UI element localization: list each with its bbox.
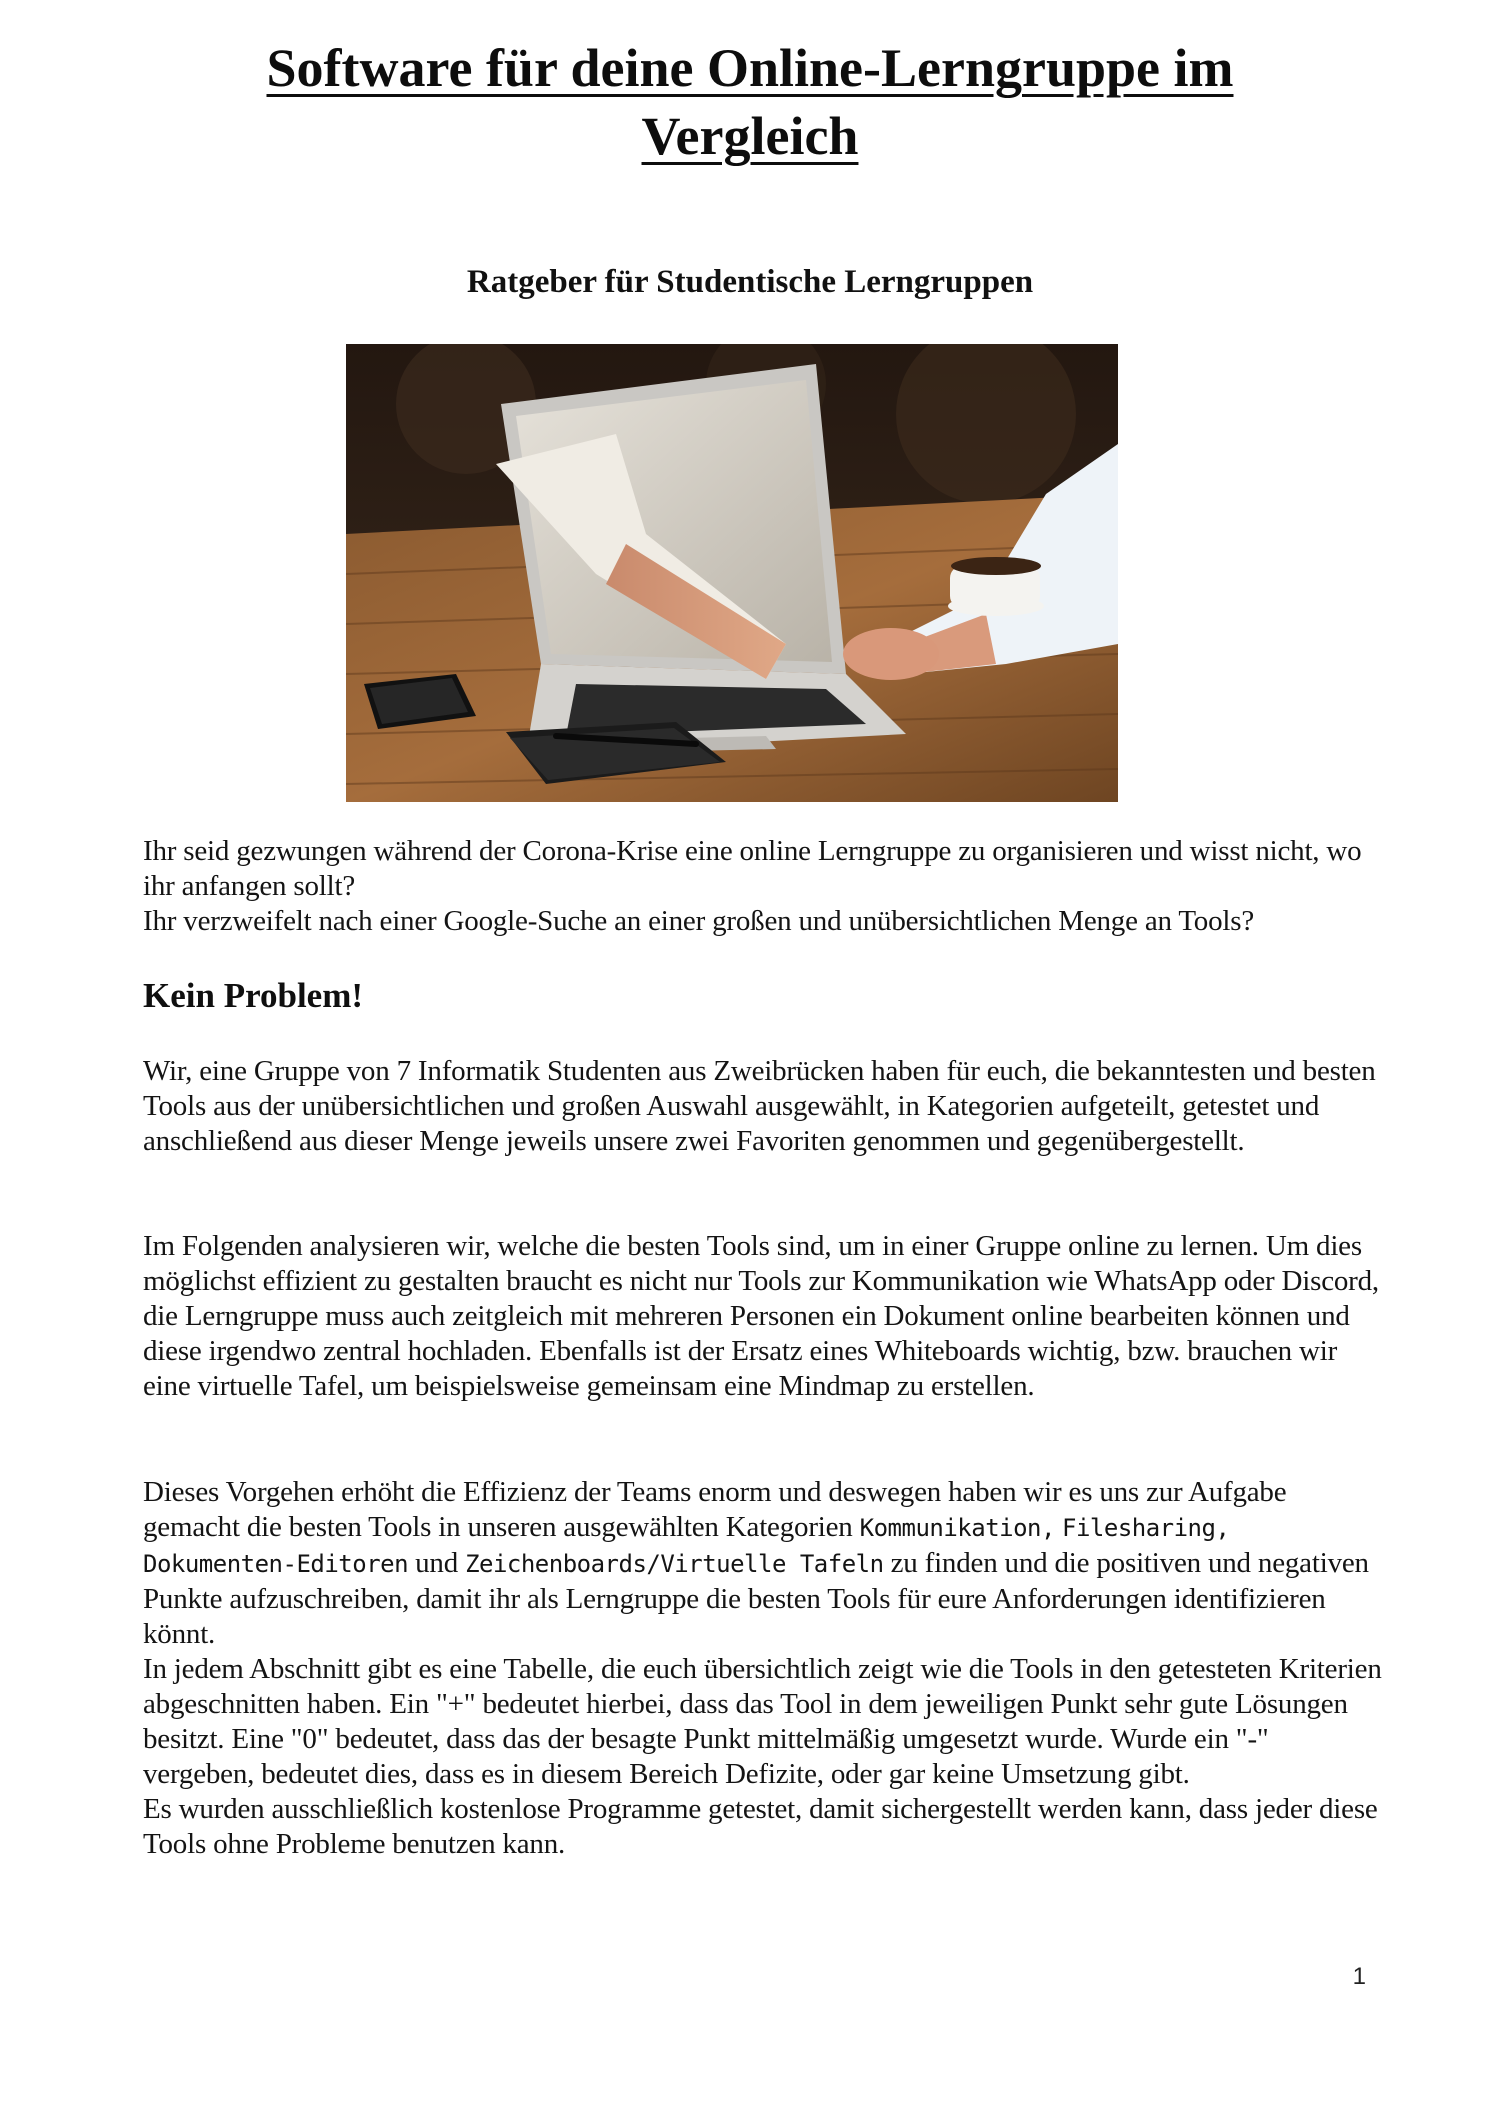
paragraph-analysis: Im Folgenden analysieren wir, welche die besten Tools sind, um in einer Gruppe online zu lernen. Um dies möglichst effizient zu gestalten braucht es nicht nur Tools zur Kommunikation wie WhatsApp oder Discord, die Lerngruppe muss auch zeitgleich mit mehreren Personen ein Dokument online bearbeiten können und diese irgendwo zentral hochladen. Ebenfalls ist der Ersatz eines Whiteboards wichtig, bzw. brauchen wir eine virtuelle Tafel, um beispielsweise gemeinsam eine Mindmap zu erstellen.: [143, 1230, 1379, 1402]
category-filesharing: Filesharing,: [1062, 1514, 1230, 1542]
hero-image: [346, 344, 1118, 802]
method-text-start: Dieses Vorgehen erhöht die Effizienz der Teams enorm und deswegen haben wir es uns zur Aufgabe gemacht die besten Tools in unseren ausgewählten Kategorien: [143, 1476, 1287, 1543]
handshake: [843, 628, 939, 680]
category-kommunikation: Kommunikation,: [859, 1514, 1055, 1542]
paragraph-students: Wir, eine Gruppe von 7 Informatik Studenten aus Zweibrücken haben für euch, die bekanntesten und besten Tools aus der unübersichtlichen und großen Auswahl ausgewählt, in Kategorien aufgeteilt, getestet und anschließend aus dieser Menge jeweils unsere zwei Favoriten genommen und gegenübergestellt.: [143, 1055, 1376, 1157]
intro-paragraph: [143, 834, 1383, 939]
free-tools-note: Es wurden ausschließlich kostenlose Programme getestet, damit sichergestellt werden kann, dass jeder diese Tools ohne Probleme benutzen kann.: [143, 1793, 1378, 1860]
document-title: Software für deine Online-Lerngruppe im Vergleich: [266, 38, 1234, 166]
category-zeichenboards: Zeichenboards/Virtuelle Tafeln: [465, 1550, 884, 1578]
table-explanation: In jedem Abschnitt gibt es eine Tabelle, die euch übersichtlich zeigt wie die Tools in den getesteten Kriterien abgeschnitten haben. Ein "+" bedeutet hierbei, dass das Tool in dem jeweiligen Punkt sehr gute Lösungen besitzt. Eine "0" bedeutet, dass das der besagte Punkt mittelmäßig umgesetzt wurde. Wurde ein "-" vergeben, bedeutet dies, dass es in diesem Bereich Defizite, oder gar keine Umsetzung gibt.: [143, 1653, 1382, 1790]
method-text-end: zu finden und die positiven und negativen Punkte aufzuschreiben, damit ihr als Lerngruppe die besten Tools für eure Anforderungen identifizieren könnt.: [143, 1547, 1369, 1650]
category-dokumenten-editoren: Dokumenten-Editoren: [143, 1550, 409, 1578]
document-subtitle: Ratgeber für Studentische Lerngruppen: [466, 264, 1034, 300]
coffee-cup: [948, 557, 1044, 616]
intro-line-2: Ihr verzweifelt nach einer Google-Suche an einer großen und unübersichtlichen Menge an Tools?: [143, 905, 1255, 937]
page-number: 1: [1352, 1963, 1366, 1990]
intro-line-1: Ihr seid gezwungen während der Corona-Krise eine online Lerngruppe zu organisieren und wisst nicht, wo ihr anfangen sollt?: [143, 835, 1362, 902]
paragraph-method: Dieses Vorgehen erhöht die Effizienz der Teams enorm und deswegen haben wir es uns zur Aufgabe gemacht die besten Tools in unseren ausgewählten Kategorien Kommunikation, Filesharing, Dokumenten-Editoren und Zeichenboards/Virtuelle Tafeln zu finden und die positiven und negativen Punkte aufzuschreiben, damit ihr als Lerngruppe die besten Tools für eure Anforderungen identifizieren könnt. In jedem Abschnitt gibt es eine Tabelle, die euch übersichtlich zeigt wie die Tools in den getesteten Kriterien abgeschnitten haben. Ein "+" bedeutet hierbei, dass das Tool in dem jeweiligen Punkt sehr gute Lösungen besitzt. Eine "0" bedeutet, dass das der besagte Punkt mittelmäßig umgesetzt wurde. Wurde ein "-" vergeben, bedeutet dies, dass es in diesem Bereich Defizite, oder gar keine Umsetzung gibt. Es wurden ausschließlich kostenlose Programme getestet, damit sichergestellt werden kann, dass jeder diese Tools ohne Probleme benutzen kann.: [143, 1476, 1382, 1860]
section-heading: Kein Problem!: [143, 976, 364, 1015]
